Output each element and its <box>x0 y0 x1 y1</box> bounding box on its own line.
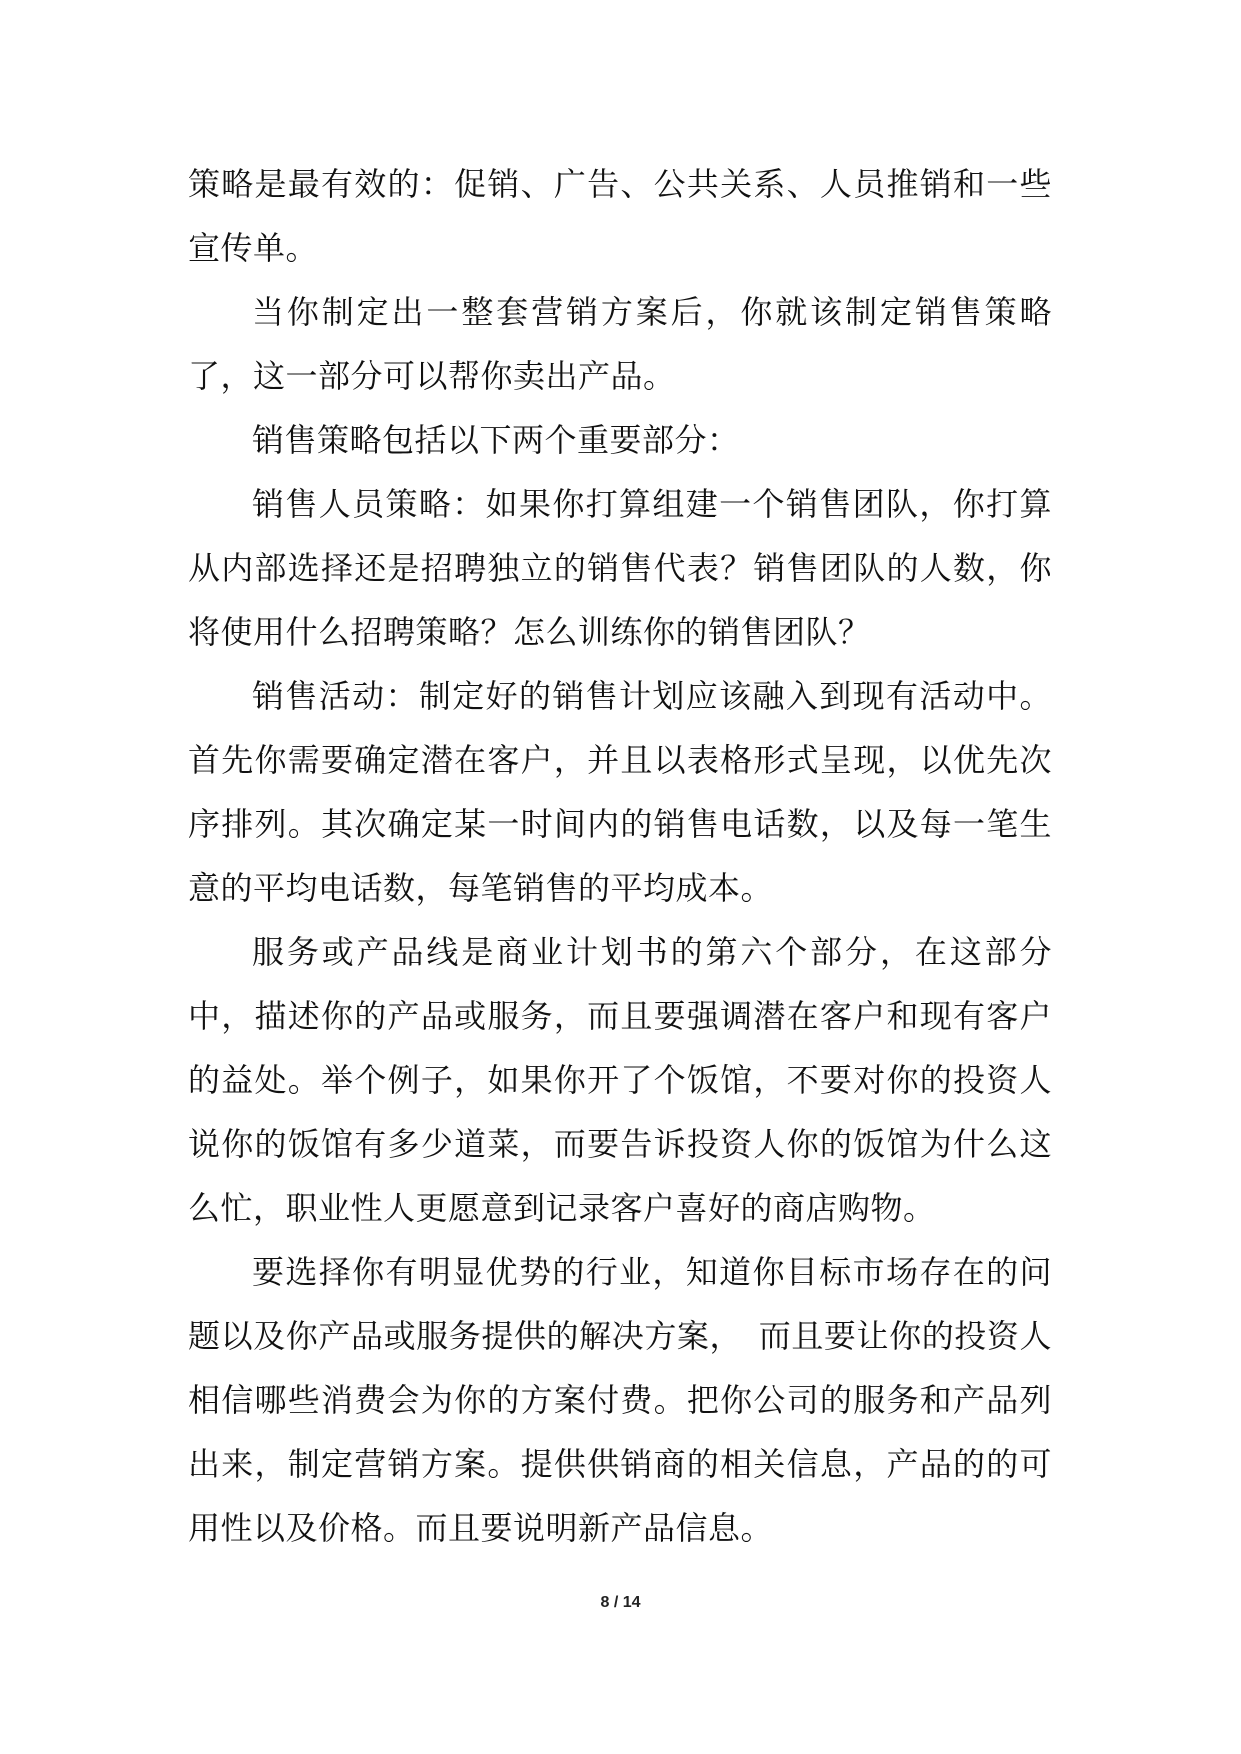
paragraph: 策略是最有效的：促销、广告、公共关系、人员推销和一些宣传单。 <box>188 165 1052 267</box>
paragraph: 当你制定出一整套营销方案后，你就该制定销售策略了，这一部分可以帮你卖出产品。 <box>188 293 1052 395</box>
paragraph: 销售策略包括以下两个重要部分： <box>252 421 740 459</box>
paragraph: 要选择你有明显优势的行业，知道你目标市场存在的问题以及你产品或服务提供的解决方案， 而且要让你的投资人相信哪些消费会为你的方案付费。把你公司的服务和产品列出来，制定营销方案。提供供销商的相关信息，产品的的可用性以及价格。而且要说明新产品信息。 <box>188 1253 1052 1547</box>
document-body <box>188 152 1052 1560</box>
page-number: 8 / 14 <box>600 1594 641 1611</box>
paragraph: 销售人员策略：如果你打算组建一个销售团队，你打算从内部选择还是招聘独立的销售代表？销售团队的人数，你将使用什么招聘策略？怎么训练你的销售团队？ <box>188 485 1052 651</box>
paragraph: 服务或产品线是商业计划书的第六个部分，在这部分中，描述你的产品或服务，而且要强调潜在客户和现有客户的益处。举个例子，如果你开了个饭馆，不要对你的投资人说你的饭馆有多少道菜，而要告诉投资人你的饭馆为什么这么忙，职业性人更愿意到记录客户喜好的商店购物。 <box>188 933 1052 1227</box>
paragraph: 销售活动：制定好的销售计划应该融入到现有活动中。首先你需要确定潜在客户，并且以表格形式呈现，以优先次序排列。其次确定某一时间内的销售电话数，以及每一笔生意的平均电话数，每笔销售的平均成本。 <box>188 677 1052 907</box>
